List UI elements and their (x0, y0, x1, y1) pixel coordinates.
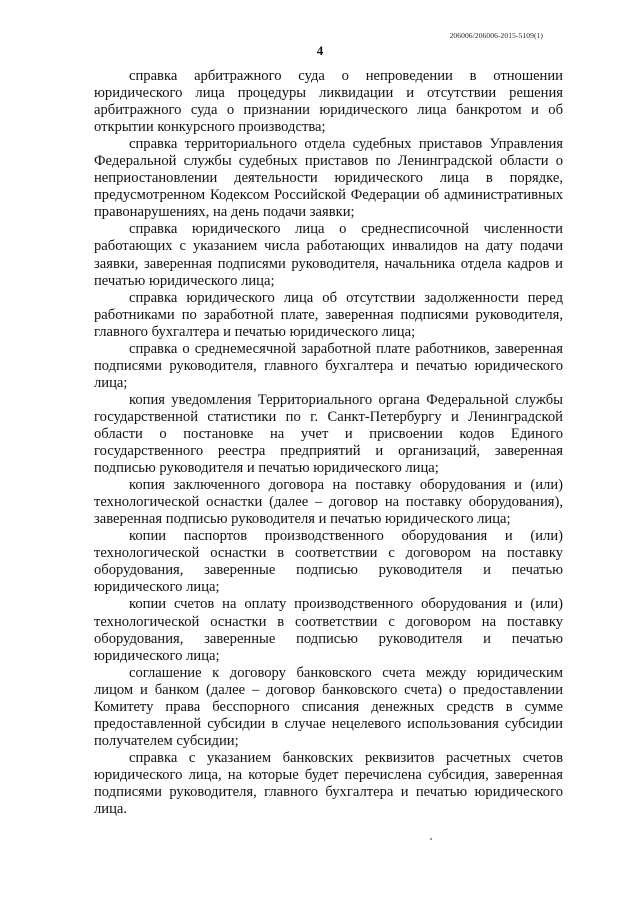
document-body (94, 68, 563, 818)
paragraph: справка о среднемесячной заработной плате работников, заверенная подписями руководителя, главного бухгалтера и печатью юридического лица; (94, 340, 563, 391)
page-number: 4 (316, 43, 324, 58)
paragraph: справка с указанием банковских реквизитов расчетных счетов юридического лица, на которые будет перечислена субсидия, заверенная подписями руководителя, главного бухгалтера и печатью юридического лица. (94, 749, 563, 818)
paragraph: копии счетов на оплату производственного оборудования и (или) технологической оснастки в соответствии с договором на поставку оборудования, заверенные подписью руководителя и печатью юридического лица; (94, 596, 563, 664)
paragraph: справка территориального отдела судебных приставов Управления Федеральной службы судебных приставов по Ленинградской области о неприостановлении деятельности юридического лица в порядке, предусмотренном Кодексом Российской Федерации об административных правонарушениях, на день подачи заявки; (94, 136, 563, 221)
paragraph: справка арбитражного суда о непроведении в отношении юридического лица процедуры ликвидации и отсутствии решения арбитражного суда о признании юридического лица банкротом и об открытии конкурсного производства; (94, 68, 563, 136)
paragraph: соглашение к договору банковского счета между юридическим лицом и банком (далее – договор банковского счета) о предоставлении Комитету права бесспорного списания денежных средств в сумме предоставленной субсидии в случае нецелевого использования субсидии получателем субсидии; (94, 664, 563, 749)
paragraph: справка юридического лица о среднесписочной численности работающих с указанием числа работающих инвалидов на дату подачи заявки, заверенная подписями руководителя, начальника отдела кадров и печатью юридического лица; (94, 221, 563, 289)
paragraph: копия заключенного договора на поставку оборудования и (или) технологической оснастки (далее – договор на поставку оборудования), заверенная подписью руководителя и печатью юридического лица; (94, 477, 563, 528)
paragraph: копии паспортов производственного оборудования и (или) технологической оснастки в соответствии с договором на поставку оборудования, заверенные подписью руководителя и печатью юридического лица; (94, 528, 563, 596)
scan-speck (430, 838, 432, 840)
paragraph: копия уведомления Территориального органа Федеральной службы государственной статистики по г. Санкт-Петербургу и Ленинградской области о постановке на учет и присвоении кодов Единого государственного реестра предприятий и организаций, заверенная подписью руководителя и печатью юридического лица; (94, 391, 563, 477)
document-id: 206006/206006-2015-5109(1) (449, 31, 543, 40)
paragraph: справка юридического лица об отсутствии задолженности перед работниками по заработной плате, заверенная подписями руководителя, главного бухгалтера и печатью юридического лица; (94, 289, 563, 340)
